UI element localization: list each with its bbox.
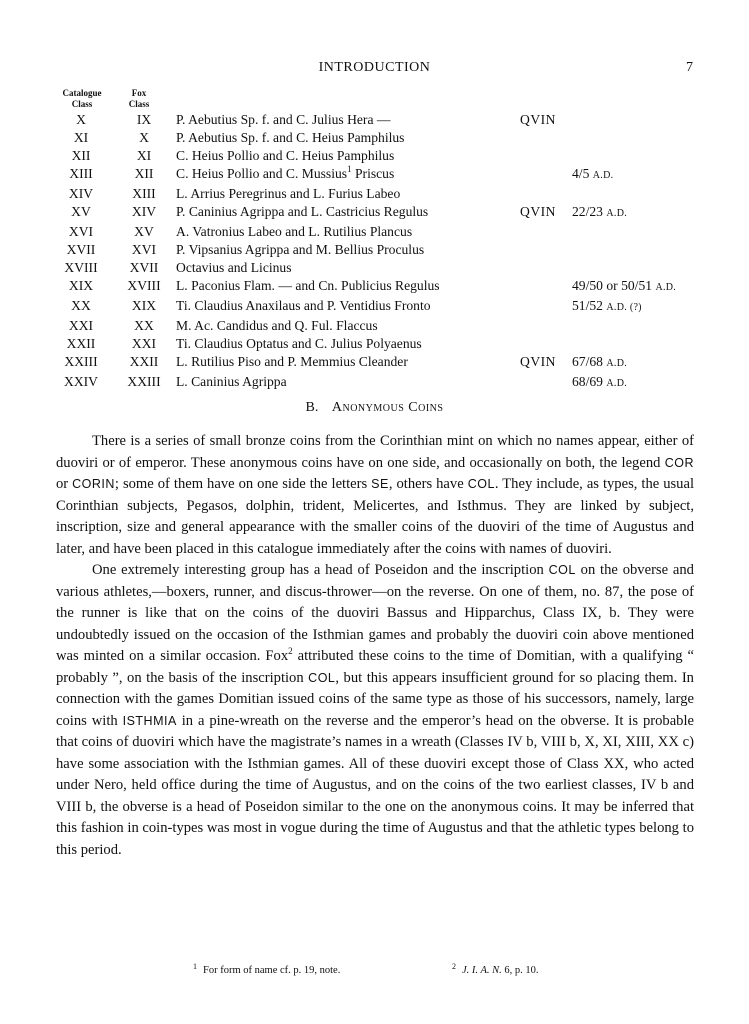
names-text: P. Aebutius Sp. f. and C. Julius Hera — <box>176 112 391 127</box>
body-text <box>56 431 694 861</box>
catalogue-class-cell: XX <box>71 298 91 313</box>
names-text: P. Caninius Agrippa and L. Castricius Regulus <box>176 204 429 219</box>
fox-class-cell: XVIII <box>127 278 161 293</box>
qvin-cell <box>520 259 572 277</box>
fox-class-cell: XXII <box>129 354 159 369</box>
inscription: SE <box>371 477 389 491</box>
date-value: 67/68 <box>572 354 603 369</box>
footnote-marker: 1 <box>193 962 197 971</box>
date-cell <box>572 129 722 147</box>
names-text: M. Ac. Candidus and Q. Ful. Flaccus <box>176 318 378 333</box>
footnote-ref: 2 <box>288 646 293 656</box>
qvin-cell: QVIN <box>520 204 556 219</box>
catalogue-class-cell: XXIII <box>64 354 98 369</box>
text-run: . They include, as types, the usual Corinthian subjects, Pegasos, dolphin, trident, Melicertes, and Isthmus. They are linked by subject, inscription, size and general appearance with the smaller coins of the duoviri of the time of Augustus and later, and have been placed in this catalogue immediately after the coins with names of duoviri. <box>56 476 695 557</box>
names-text: L. Arrius Peregrinus and L. Furius Labeo <box>176 186 401 201</box>
table-row <box>50 277 722 297</box>
inscription: COR <box>664 455 694 470</box>
text-run: , others have <box>388 476 468 492</box>
qvin-cell <box>520 277 572 297</box>
footnote-text: For form of name cf. p. 19, note. <box>203 965 341 976</box>
names-text: L. Caninius Agrippa <box>176 374 287 389</box>
names-text: C. Heius Pollio and C. Heius Pamphilus <box>176 148 395 163</box>
catalogue-class-cell: XIX <box>68 278 94 293</box>
fox-class-cell: XXI <box>131 336 157 351</box>
table-row <box>50 297 722 317</box>
names-text: Ti. Claudius Anaxilaus and P. Ventidius Fronto <box>176 298 431 313</box>
qvin-cell <box>520 165 572 185</box>
date-cell <box>572 259 722 277</box>
paragraph-1 <box>56 431 694 560</box>
date-cell <box>572 165 722 185</box>
table-row <box>50 111 722 129</box>
catalogue-table-body <box>50 111 722 393</box>
date-cell <box>572 111 722 129</box>
names-text: P. Vipsanius Agrippa and M. Bellius Proculus <box>176 242 425 257</box>
fox-class-cell: XIV <box>131 204 157 219</box>
qvin-cell <box>520 129 572 147</box>
date-cell <box>572 317 722 335</box>
section-letter: B. <box>305 400 319 415</box>
fox-class-cell: XIII <box>132 186 156 201</box>
fox-class-cell: XVI <box>131 242 157 257</box>
catalogue-class-cell: XXI <box>68 318 94 333</box>
text-run: There is a series of small bronze coins from the Corinthian mint on which no names appear, either of duoviri or of emperor. These anonymous coins have on one side, and occasionally on both, the legend <box>56 433 694 471</box>
names-text: P. Aebutius Sp. f. and C. Heius Pamphilus <box>176 130 405 145</box>
fox-class-cell: XI <box>136 148 152 163</box>
date-cell <box>572 203 722 223</box>
date-cell <box>572 185 722 203</box>
duoviri-names-cell <box>176 185 520 203</box>
footnote-ref: 1 <box>347 164 352 174</box>
date-cell <box>572 373 722 393</box>
date-era: A.D. (?) <box>606 302 642 313</box>
catalogue-class-cell: XXII <box>66 336 96 351</box>
column-header-line: Catalogue <box>62 88 102 98</box>
footnote-2 <box>452 962 539 976</box>
duoviri-names-cell <box>176 165 520 185</box>
qvin-cell: QVIN <box>520 112 556 127</box>
qvin-cell <box>520 297 572 317</box>
qvin-cell <box>520 373 572 393</box>
running-title: INTRODUCTION <box>318 60 431 75</box>
catalogue-class-cell: XVI <box>68 224 94 239</box>
catalogue-class-cell: XXIV <box>64 374 98 389</box>
table-row <box>50 129 722 147</box>
qvin-cell <box>520 241 572 259</box>
qvin-cell <box>520 335 572 353</box>
inscription: CORIN <box>72 477 115 491</box>
catalogue-class-cell: XVII <box>66 242 96 257</box>
date-cell <box>572 353 722 373</box>
names-text: Octavius and Licinus <box>176 260 292 275</box>
date-value: 22/23 <box>572 204 603 219</box>
footnote-1 <box>193 962 340 976</box>
duoviri-names-cell <box>176 241 520 259</box>
qvin-cell: QVIN <box>520 354 556 369</box>
qvin-cell <box>520 147 572 165</box>
fox-class-cell: XIX <box>131 298 157 313</box>
date-cell <box>572 241 722 259</box>
date-era: A.D. <box>606 208 628 219</box>
inscription: COL <box>308 670 336 685</box>
date-cell <box>572 223 722 241</box>
text-run: attributed these coins to the time of Domitian, with a qualifying “ probably ”, on the basis of the inscription <box>56 648 695 686</box>
catalogue-class-cell: XII <box>71 148 91 163</box>
catalogue-class-cell: XVIII <box>64 260 98 275</box>
paragraph-2 <box>56 560 694 861</box>
table-row <box>50 203 722 223</box>
date-value: 4/5 <box>572 166 590 181</box>
duoviri-names-cell <box>176 335 520 353</box>
table-row <box>50 185 722 203</box>
table-row <box>50 241 722 259</box>
fox-class-cell: X <box>139 130 149 145</box>
footnote-marker: 2 <box>452 962 456 971</box>
catalogue-class-cell: X <box>76 112 86 127</box>
qvin-cell <box>520 185 572 203</box>
text-run: , but this appears insufficient ground for so placing them. In connection with the games Domitian issued coins of the same type as those of his successors, namely, large coins with <box>56 669 694 729</box>
names-text: L. Paconius Flam. — and Cn. Publicius Regulus <box>176 278 440 293</box>
fox-class-cell: XVII <box>129 260 159 275</box>
running-head <box>0 60 749 82</box>
date-value: 51/52 <box>572 298 603 313</box>
column-header-fox-class <box>116 88 162 110</box>
fox-class-cell: XV <box>134 224 154 239</box>
inscription: ISTHMIA <box>122 713 177 728</box>
catalogue-class-cell: XI <box>73 130 89 145</box>
duoviri-names-cell <box>176 317 520 335</box>
date-era: A.D. <box>606 358 628 369</box>
text-run: in a pine-wreath on the reverse and the emperor’s head on the obverse. It is probable that coins of duoviri which have the magistrate’s names in a wreath (Classes IV b, VIII b, X, XI, XIII, XX c) have some association with the Isthmian games. All of these duoviri except those of Class XX, who acted under Nero, held office during the time of Augustus, and on the coins of the two earliest classes, IV b and VIII b, the obverse is a head of Poseidon similar to the one on the anonymous coins. It may be inferred that this fashion in coin-types was most in vogue during the time of Augustus and that the athletic types belong to this period. <box>56 712 694 858</box>
qvin-cell <box>520 317 572 335</box>
section-heading <box>0 400 749 416</box>
date-cell <box>572 147 722 165</box>
inscription: COL <box>548 563 576 577</box>
catalogue-class-cell: XIII <box>69 166 93 181</box>
names-text: C. Heius Pollio and C. Mussius <box>176 166 348 181</box>
names-text: A. Vatronius Labeo and L. Rutilius Plancus <box>176 224 413 239</box>
column-header-catalogue-class <box>52 88 112 110</box>
date-era: A.D. <box>606 378 628 389</box>
text-run: ; some of them have on one side the letters <box>114 476 372 492</box>
duoviri-names-cell <box>176 147 520 165</box>
column-header-line: Class <box>71 99 93 109</box>
fox-class-cell: XII <box>134 166 154 181</box>
section-title: Anonymous Coins <box>331 400 444 415</box>
duoviri-names-cell <box>176 111 520 129</box>
duoviri-names-cell <box>176 259 520 277</box>
duoviri-names-cell <box>176 277 520 297</box>
date-cell <box>572 277 722 297</box>
names-text: Ti. Claudius Optatus and C. Julius Polyaenus <box>176 336 422 351</box>
duoviri-names-cell <box>176 373 520 393</box>
footnote-text: 6, p. 10. <box>501 965 539 976</box>
table-row <box>50 353 722 373</box>
catalogue-class-cell: XV <box>71 204 91 219</box>
duoviri-names-cell <box>176 223 520 241</box>
table-row <box>50 165 722 185</box>
fox-class-cell: IX <box>136 112 152 127</box>
text-run: on the obverse and various athletes,—boxers, runner, and discus-thrower—on the reverse. On one of them, no. 87, the pose of the runner is like that on the coins of the duoviri Bassus and Hipparchus, Class IX, b. They were undoubtedly issued on the occasion of the Isthmian games and probably the duoviri coin above mentioned was minted on a similar occasion. Fox <box>56 562 694 664</box>
catalogue-table <box>50 111 722 393</box>
table-row <box>50 317 722 335</box>
date-value: 68/69 <box>572 374 603 389</box>
date-cell <box>572 335 722 353</box>
column-header-line: Fox <box>131 88 147 98</box>
date-era: A.D. <box>592 170 614 181</box>
date-era: A.D. <box>655 282 677 293</box>
text-run: One extremely interesting group has a head of Poseidon and the inscription <box>92 562 549 578</box>
table-row <box>50 223 722 241</box>
page-number: 7 <box>686 60 693 75</box>
text-run: or <box>56 476 73 492</box>
duoviri-names-cell <box>176 353 520 373</box>
date-value: 49/50 or 50/51 <box>572 278 653 293</box>
names-text: L. Rutilius Piso and P. Memmius Cleander <box>176 354 408 369</box>
duoviri-names-cell <box>176 203 520 223</box>
catalogue-class-cell: XIV <box>68 186 94 201</box>
table-row <box>50 147 722 165</box>
column-header-line: Class <box>128 99 150 109</box>
duoviri-names-cell <box>176 297 520 317</box>
fox-class-cell: XX <box>134 318 154 333</box>
names-text: Priscus <box>351 166 395 181</box>
qvin-cell <box>520 223 572 241</box>
inscription: COL <box>467 477 495 491</box>
table-row <box>50 373 722 393</box>
footnotes <box>0 962 749 980</box>
date-cell <box>572 297 722 317</box>
footnote-journal-ref: J. I. A. N. <box>462 965 502 976</box>
table-row <box>50 335 722 353</box>
duoviri-names-cell <box>176 129 520 147</box>
fox-class-cell: XXIII <box>127 374 161 389</box>
table-row <box>50 259 722 277</box>
